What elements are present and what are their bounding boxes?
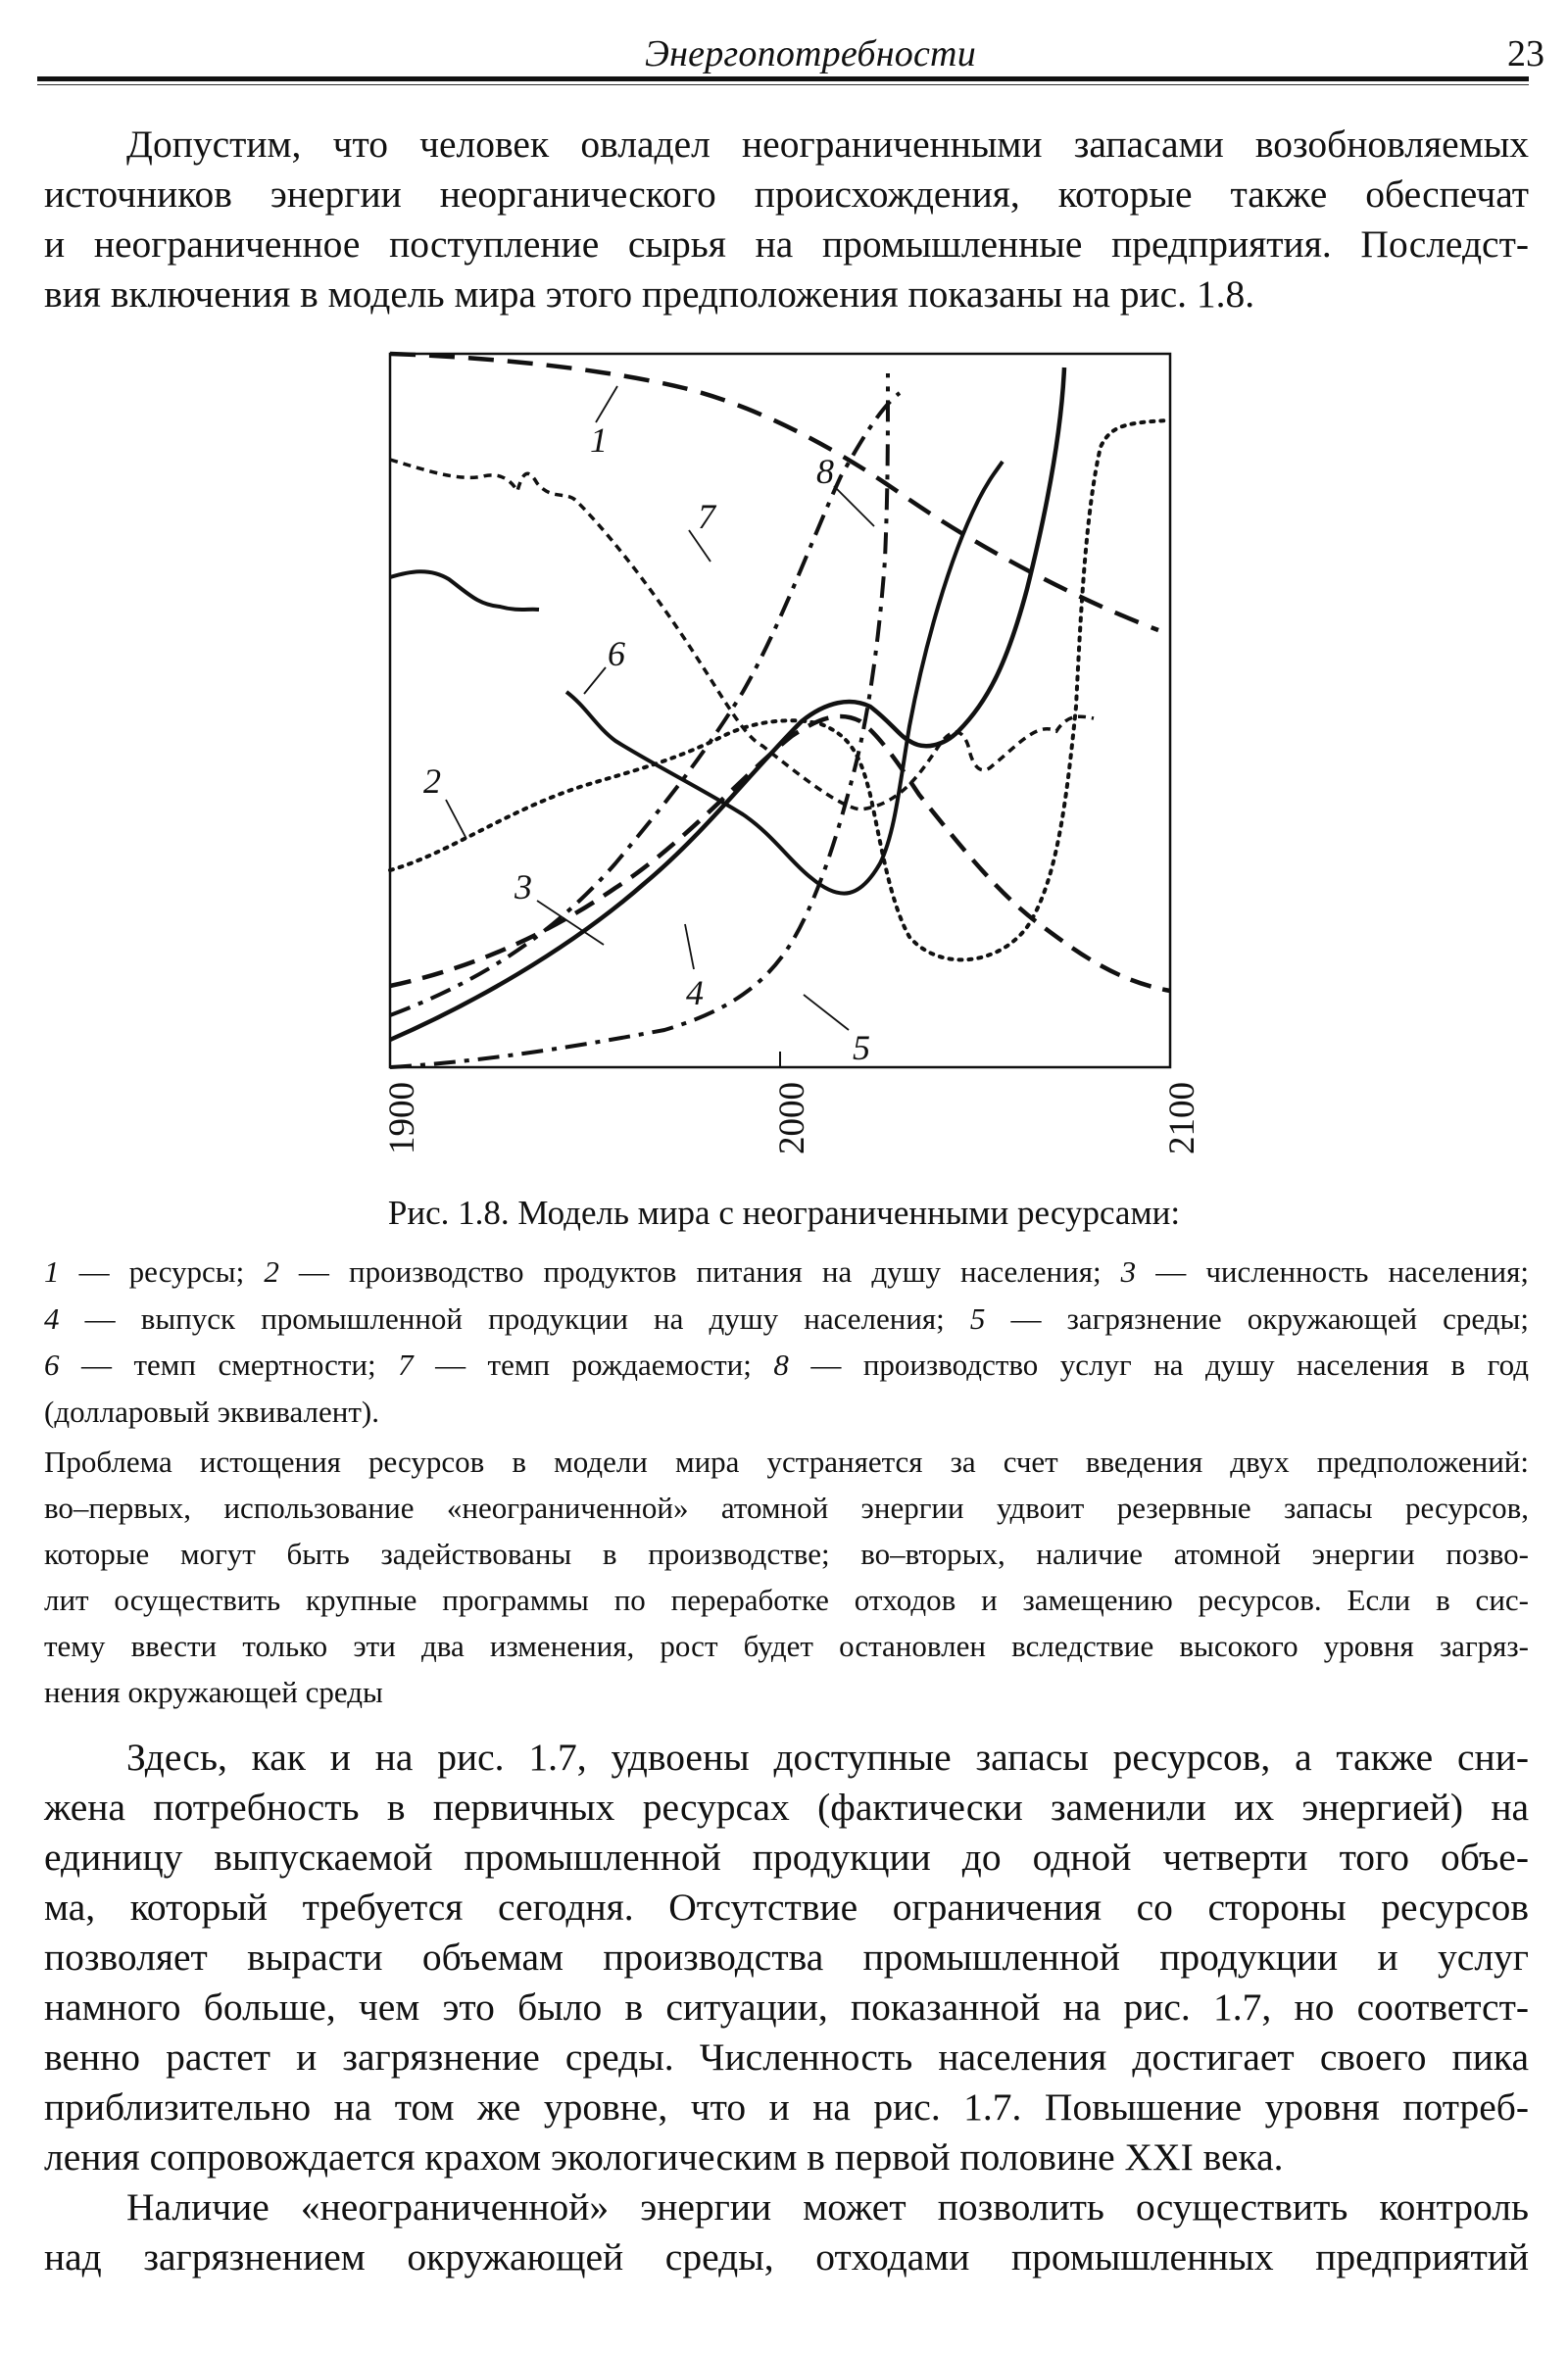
svg-text:7: 7 <box>698 497 715 536</box>
legend-line: (долларовый эквивалент). <box>44 1394 379 1429</box>
text-line: Наличие «неограниченной» энергии может позволить осуществить контроль <box>126 2185 1529 2229</box>
figure-caption-title: Рис. 1.8. Модель мира с неограниченными ресурсами: <box>387 1194 1181 1232</box>
curve-label-6 <box>584 634 625 694</box>
x-tick-label-2000: 2000 <box>772 1082 812 1154</box>
legend-line: 4 — выпуск промышленной продукции на душу населения; 5 — загрязнение окружающей среды; <box>44 1300 1529 1336</box>
text-line: венно растет и загрязнение среды. Численность населения достигает своего пика <box>44 2035 1529 2079</box>
curve-2-food <box>390 420 1170 959</box>
text-line: Здесь, как и на рис. 1.7, удвоены доступные запасы ресурсов, а также сни- <box>126 1736 1529 1779</box>
text-line: вия включения в модель мира этого предположения показаны на рис. 1.8. <box>44 272 1255 316</box>
text-line: приблизительно на том же уровне, что и на рис. 1.7. Повышение уровня потреб- <box>44 2085 1529 2129</box>
page-number: 23 <box>1507 33 1544 74</box>
x-tick-label-1900: 1900 <box>382 1082 422 1154</box>
text-line: ма, который требуется сегодня. Отсутствие ограничения со стороны ресурсов <box>44 1886 1529 1929</box>
text-line: и неограниченное поступление сырья на промышленные предприятия. Последст- <box>44 222 1529 266</box>
intro-paragraph <box>44 120 1529 319</box>
svg-text:6: 6 <box>608 634 625 673</box>
legend-num: 1 <box>44 1254 60 1289</box>
world-model-chart <box>390 354 1170 1067</box>
curve-label-7 <box>689 497 717 562</box>
text-line: позволяет вырасти объемам производства промышленной продукции и услуг <box>44 1936 1529 1979</box>
curve-label-8 <box>816 452 874 526</box>
header-rule <box>37 76 1529 81</box>
text-line: жена потребность в первичных ресурсах (фактически заменили их энергией) на <box>44 1786 1529 1829</box>
running-title: Энергопотребности <box>645 33 976 74</box>
note-line: лит осуществить крупные программы по переработке отходов и замещению ресурсов. Если в сис- <box>44 1583 1529 1617</box>
figure-note <box>44 1439 1529 1715</box>
curve-label-2 <box>423 761 466 839</box>
svg-text:5: 5 <box>853 1028 870 1067</box>
curve-label-5 <box>804 995 870 1067</box>
svg-text:2: 2 <box>423 761 441 801</box>
figure-1-8 <box>390 354 1170 1067</box>
curve-label-1 <box>590 386 617 460</box>
curve-3-population <box>390 716 1170 991</box>
curve-7-birth-rate <box>390 460 1094 809</box>
text-line: ления сопровождается крахом экологическим в первой половине XXI века. <box>44 2135 1284 2179</box>
paragraph-2 <box>44 1733 1529 2182</box>
curve-6-death-rate <box>566 462 1003 894</box>
text-line: единицу выпускаемой промышленной продукции до одной четверти того объе- <box>44 1836 1529 1879</box>
note-line: Проблема истощения ресурсов в модели мира устраняется за счет введения двух предположений: <box>44 1445 1529 1479</box>
legend-line: 6 — темп смертности; 7 — темп рождаемости; 8 — производство услуг на душу населения в год <box>44 1348 1529 1382</box>
text-line: над загрязнением окружающей среды, отходами промышленных предприятий <box>44 2235 1529 2279</box>
curve-label-4 <box>685 924 704 1012</box>
text-line: источников энергии неорганического происхождения, которые также обеспечат <box>44 172 1529 216</box>
svg-text:8: 8 <box>816 452 834 491</box>
text-line: Допустим, что человек овладел неограниченными запасами возобновляемых <box>126 123 1529 166</box>
svg-text:3: 3 <box>514 867 532 907</box>
note-line: во–первых, использование «неограниченной» атомной энергии удвоит резервные запасы ресурсов, <box>44 1491 1529 1525</box>
svg-text:4: 4 <box>686 973 704 1012</box>
note-line: нения окружающей среды <box>44 1675 383 1709</box>
note-line: которые могут быть задействованы в производстве; во–вторых, наличие атомной энергии позво- <box>44 1537 1529 1571</box>
svg-text:1: 1 <box>590 420 608 460</box>
legend-line: 1 — ресурсы; 2 — производство продуктов питания на душу населения; 3 — численность населения; <box>44 1254 1529 1289</box>
curve-6-death-rate-early <box>390 571 539 610</box>
header-rule-thin <box>37 84 1529 85</box>
paragraph-3 <box>44 2182 1529 2282</box>
note-line: тему ввести только эти два изменения, рост будет остановлен вследствие высокого уровня загряз- <box>44 1629 1529 1663</box>
running-head <box>37 18 1544 80</box>
curve-1-resources <box>390 354 1158 630</box>
text-line: намного больше, чем это было в ситуации, показанной на рис. 1.7, но соответст- <box>44 1985 1529 2029</box>
x-tick-label-2100: 2100 <box>1162 1082 1202 1154</box>
figure-legend <box>44 1249 1529 1435</box>
